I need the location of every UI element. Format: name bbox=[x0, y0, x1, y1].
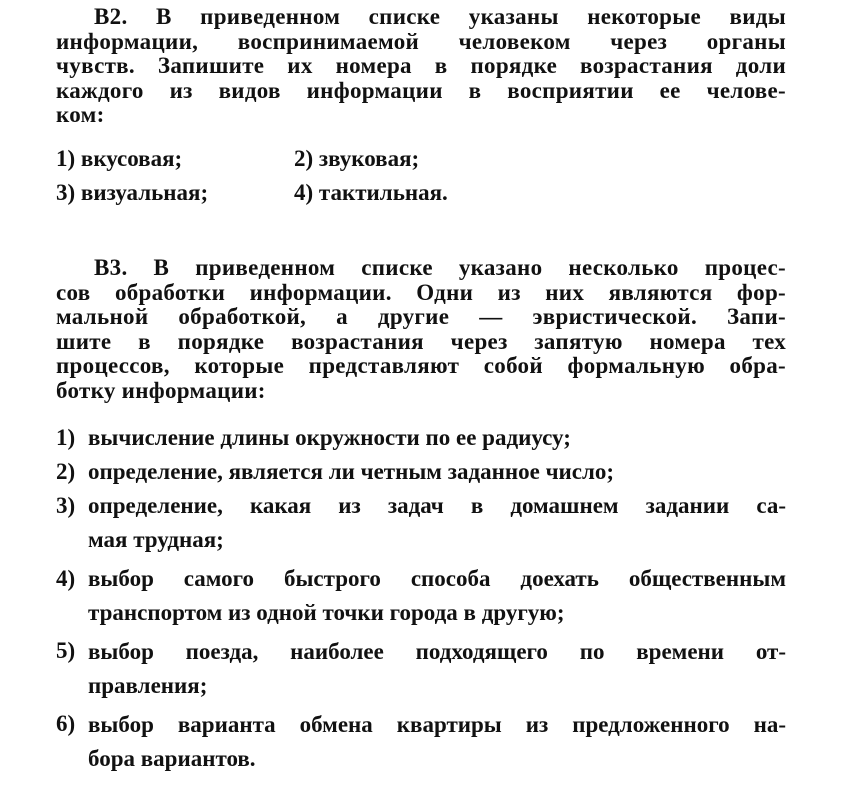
task-b3-text bbox=[56, 256, 786, 404]
list-item bbox=[56, 426, 786, 451]
list-item-number: 3) bbox=[56, 492, 76, 518]
task-b2-line: каждого из видов информации в восприятии ее челове- bbox=[56, 77, 786, 103]
task-b2-line: информации, воспринимаемой человеком через органы bbox=[56, 28, 786, 54]
task-b2-line: ком: bbox=[56, 102, 105, 128]
list-item-number: 2) bbox=[56, 458, 76, 484]
list-item bbox=[56, 712, 786, 775]
option-1: 1) вкусовая; bbox=[56, 145, 183, 171]
task-b3 bbox=[56, 256, 786, 785]
task-b3-line: ботку информации: bbox=[56, 377, 266, 403]
list-item bbox=[56, 460, 786, 485]
task-b2-line: чувств. Запишите их номера в порядке возрастания доли bbox=[56, 53, 786, 79]
list-item bbox=[56, 639, 786, 702]
list-item-number: 6) bbox=[56, 711, 76, 737]
task-b3-line: мальной обработкой, а другие — эвристической. Запи- bbox=[56, 304, 786, 330]
task-b2-text bbox=[56, 5, 786, 128]
list-item-text: определение, какая из задач в домашнем задании са- мая трудная; bbox=[88, 493, 786, 553]
list-item-text: выбор варианта обмена квартиры из предложенного на- бора вариантов. bbox=[88, 711, 786, 771]
task-b3-line: процессов, которые представляют собой формальную обра- bbox=[56, 353, 786, 379]
task-b3-list bbox=[56, 426, 786, 776]
option-3: 3) визуальная; bbox=[56, 179, 209, 205]
task-b2-options bbox=[56, 147, 786, 205]
task-b3-line: сов обработки информации. Одни из них являются фор- bbox=[56, 279, 786, 305]
option-2: 2) звуковая; bbox=[294, 145, 420, 171]
list-item-text: выбор самого быстрого способа доехать общественным транспортом из одной точки города в другую; bbox=[88, 565, 786, 625]
list-item-text: выбор поезда, наиболее подходящего по времени от- правления; bbox=[88, 638, 786, 698]
task-b2-label: B2. bbox=[94, 4, 128, 29]
list-item-number: 5) bbox=[56, 638, 76, 664]
list-item bbox=[56, 567, 786, 630]
list-item-number: 4) bbox=[56, 565, 76, 591]
task-b2-line: B2. В приведенном списке указаны некоторые виды bbox=[94, 4, 786, 29]
task-b3-label: В3. bbox=[94, 255, 128, 280]
task-b3-line: В3. В приведенном списке указано несколько процес- bbox=[94, 255, 786, 280]
list-item-number: 1) bbox=[56, 424, 76, 450]
list-item bbox=[56, 494, 786, 557]
task-b3-line: шите в порядке возрастания через запятую номера тех bbox=[56, 328, 786, 354]
list-item-text: вычисление длины окружности по ее радиусу; bbox=[88, 424, 571, 450]
list-item-text: определение, является ли четным заданное число; bbox=[88, 458, 615, 484]
task-b2 bbox=[56, 5, 786, 205]
option-4: 4) тактильная. bbox=[294, 179, 448, 205]
